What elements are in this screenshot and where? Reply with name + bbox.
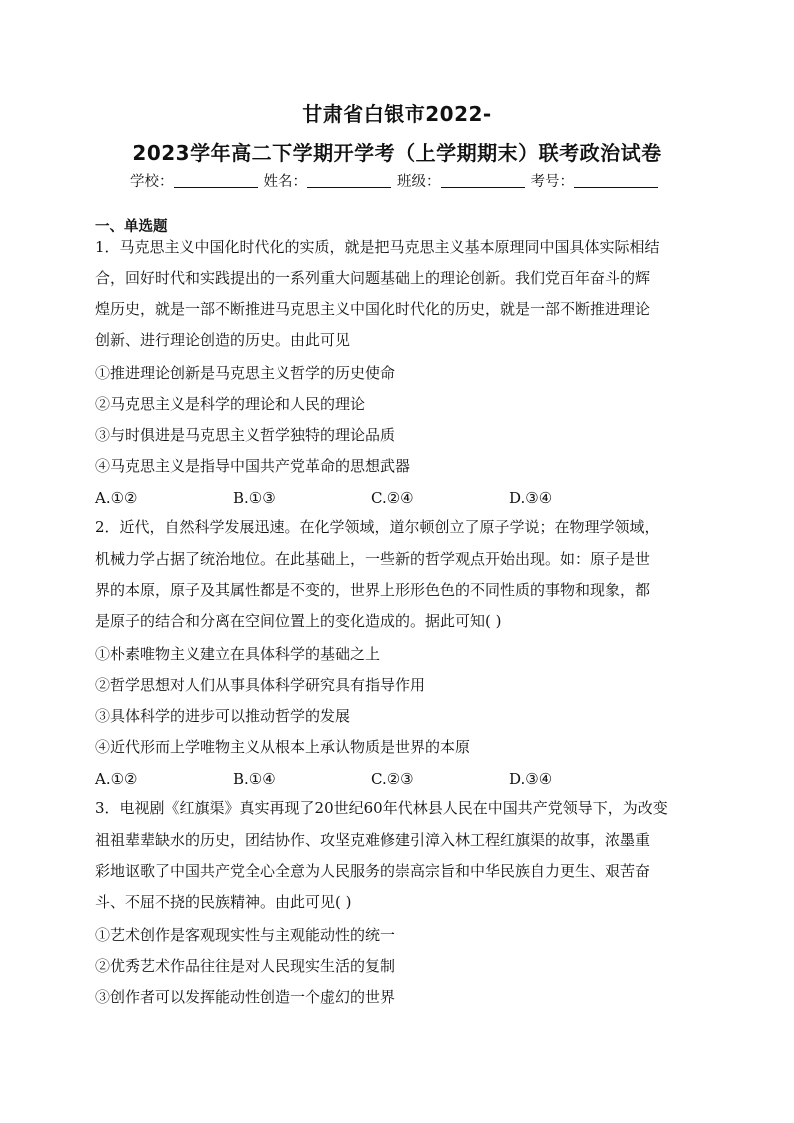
q1-option: ②马克思主义是科学的理论和人民的理论 bbox=[95, 395, 366, 413]
q3-stem-line: 斗、不屈不挠的民族精神。由此可见( ) bbox=[95, 893, 352, 911]
exam-number-blank[interactable] bbox=[574, 172, 658, 188]
exam-number-label: 考号： bbox=[530, 174, 574, 190]
q2-choice-c[interactable]: C.②③ bbox=[371, 770, 414, 788]
exam-title-line-2: 2023学年高二下学期开学考（上学期期末）联考政治试卷 bbox=[132, 141, 662, 165]
q2-choice-b[interactable]: B.①④ bbox=[233, 770, 276, 788]
section-heading: 一、单选题 bbox=[95, 219, 168, 235]
q2-stem-line: 是原子的结合和分离在空间位置上的变化造成的。据此可知( ) bbox=[95, 612, 502, 630]
class-label: 班级： bbox=[397, 174, 441, 190]
q3-stem-line: 祖祖辈辈缺水的历史，团结协作、攻坚克难修建引漳入林工程红旗渠的故事，浓墨重 bbox=[95, 831, 651, 849]
q2-choice-a[interactable]: A.①② bbox=[95, 770, 138, 788]
q1-choice-c[interactable]: C.②④ bbox=[371, 489, 414, 507]
q3-stem-line: 3．电视剧《红旗渠》真实再现了20世纪60年代林县人民在中国共产党领导下，为改变 bbox=[95, 799, 668, 817]
q3-option: ②优秀艺术作品往往是对人民现实生活的复制 bbox=[95, 957, 396, 975]
q2-option: ①朴素唯物主义建立在具体科学的基础之上 bbox=[95, 645, 381, 663]
q1-stem-line: 合，回好时代和实践提出的一系列重大问题基础上的理论创新。我们党百年奋斗的辉 bbox=[95, 269, 651, 287]
school-label: 学校： bbox=[130, 174, 174, 190]
name-label: 姓名： bbox=[263, 174, 307, 190]
q2-stem-line: 2．近代，自然科学发展迅速。在化学领域，道尔顿创立了原子学说；在物理学领域， bbox=[95, 518, 660, 536]
q1-choice-b[interactable]: B.①③ bbox=[233, 489, 276, 507]
q3-option: ③创作者可以发挥能动性创造一个虚幻的世界 bbox=[95, 988, 396, 1006]
q1-stem-line: 1．马克思主义中国化时代化的实质，就是把马克思主义基本原理同中国具体实际相结 bbox=[95, 238, 660, 256]
q2-choice-d[interactable]: D.③④ bbox=[509, 770, 553, 788]
exam-title-line-1: 甘肃省白银市2022- bbox=[302, 102, 492, 126]
q2-stem-line: 界的本原，原子及其属性都是不变的，世界上形形色色的不同性质的事物和现象，都 bbox=[95, 581, 651, 599]
student-info-row bbox=[0, 172, 794, 192]
q2-stem-line: 机械力学占据了统治地位。在此基础上，一些新的哲学观点开始出现。如：原子是世 bbox=[95, 550, 651, 568]
q2-option: ②哲学思想对人们从事具体科学研究具有指导作用 bbox=[95, 676, 426, 694]
q1-stem-line: 煌历史，就是一部不断推进马克思主义中国化时代化的历史，就是一部不断推进理论 bbox=[95, 300, 651, 318]
q1-option: ④马克思主义是指导中国共产党革命的思想武器 bbox=[95, 457, 411, 475]
school-blank[interactable] bbox=[174, 172, 258, 188]
q3-option: ①艺术创作是客观现实性与主观能动性的统一 bbox=[95, 926, 396, 944]
name-blank[interactable] bbox=[307, 172, 391, 188]
q2-option: ④近代形而上学唯物主义从根本上承认物质是世界的本原 bbox=[95, 738, 471, 756]
class-blank[interactable] bbox=[441, 172, 525, 188]
q1-option: ①推进理论创新是马克思主义哲学的历史使命 bbox=[95, 364, 396, 382]
q1-choice-a[interactable]: A.①② bbox=[95, 489, 138, 507]
q1-choice-d[interactable]: D.③④ bbox=[509, 489, 553, 507]
q2-option: ③具体科学的进步可以推动哲学的发展 bbox=[95, 707, 351, 725]
q1-stem-line: 创新、进行理论创造的历史。由此可见 bbox=[95, 331, 351, 349]
q3-stem-line: 彩地讴歌了中国共产党全心全意为人民服务的崇高宗旨和中华民族自力更生、艰苦奋 bbox=[95, 862, 651, 880]
q1-option: ③与时俱进是马克思主义哲学独特的理论品质 bbox=[95, 426, 396, 444]
